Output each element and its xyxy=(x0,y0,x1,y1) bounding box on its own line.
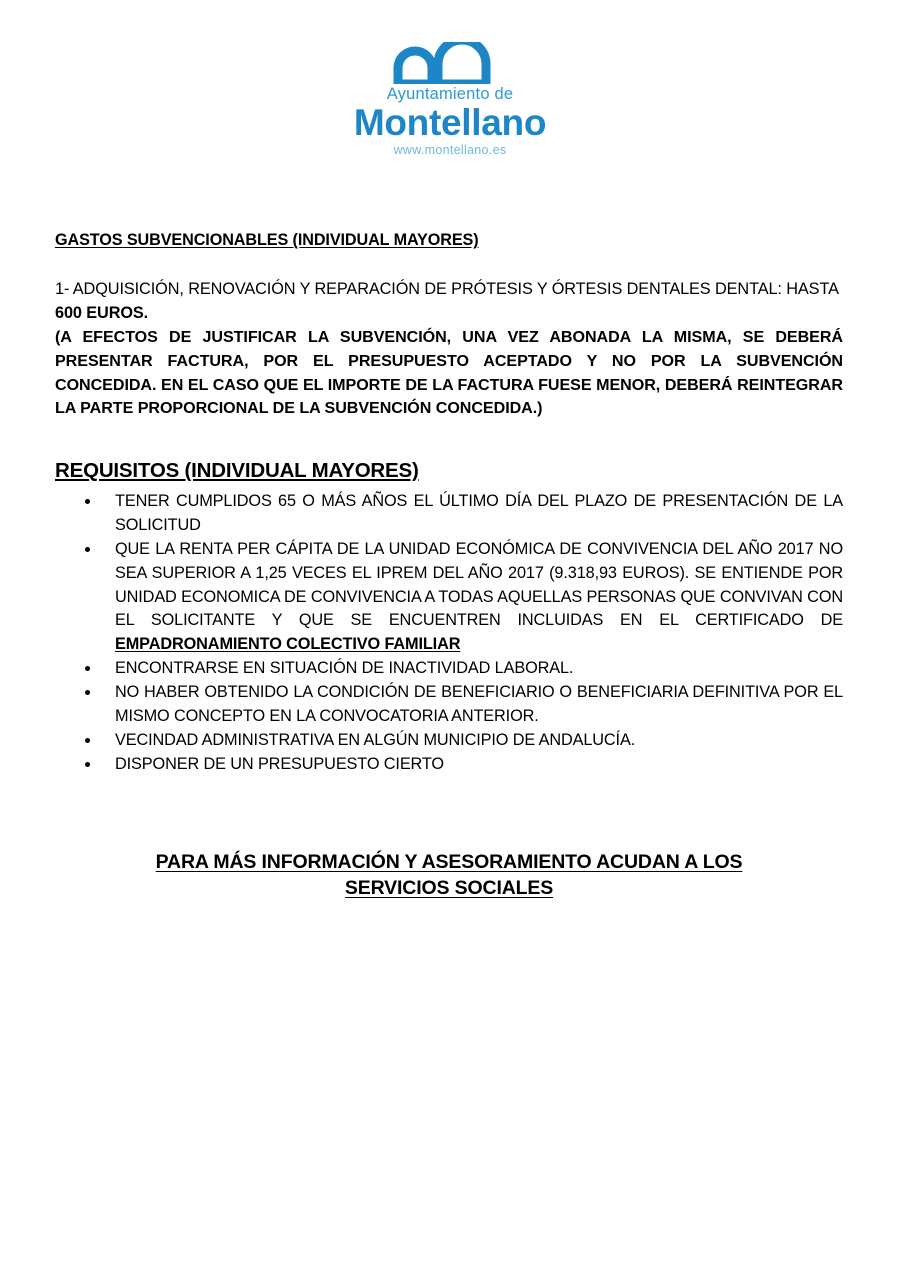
expense-item-1-text: 1- ADQUISICIÓN, RENOVACIÓN Y REPARACIÓN DE PRÓTESIS Y ÓRTESIS DENTALES DENTAL: HASTA xyxy=(55,280,838,299)
list-item xyxy=(55,490,843,538)
list-item xyxy=(55,657,843,681)
spacer-after-logo xyxy=(55,158,843,230)
list-item xyxy=(55,729,843,753)
logo-subtitle: Ayuntamiento de xyxy=(386,85,514,103)
spacer-after-heading xyxy=(55,250,843,278)
heading-requisitos: REQUISITOS (INDIVIDUAL MAYORES) xyxy=(55,459,419,483)
document-content xyxy=(0,158,900,901)
requirement-emphasis-empadronamiento: EMPADRONAMIENTO COLECTIVO FAMILIAR xyxy=(115,635,461,654)
arches-m-icon xyxy=(389,42,511,84)
footer-notice xyxy=(55,849,843,901)
list-item xyxy=(55,538,843,658)
expense-item-1-amount: 600 EUROS. xyxy=(55,304,149,323)
logo-name: Montellano xyxy=(353,102,547,144)
requirement-text-income: QUE LA RENTA PER CÁPITA DE LA UNIDAD ECONÓMICA DE CONVIVENCIA DEL AÑO 2017 NO SEA SUPERIOR A 1,25 VECES EL IPREM DEL AÑO 2017 (9.318,93 EUROS). SE ENTIENDE POR UNIDAD ECONOMICA DE CONVIVENCIA A TODAS AQUELLAS PERSONAS QUE CONVIVAN CON EL SOLICITANTE Y QUE SE ENCUENTREN INCLUIDAS EN EL CERTIFICADO DE xyxy=(115,539,843,630)
spacer-before-footer xyxy=(55,777,843,849)
spacer-before-requisitos xyxy=(55,421,843,459)
footer-notice-line-2: SERVICIOS SOCIALES xyxy=(344,877,554,900)
requirement-text-age: TENER CUMPLIDOS 65 O MÁS AÑOS EL ÚLTIMO DÍA DEL PLAZO DE PRESENTACIÓN DE LA SOLICITUD xyxy=(115,491,843,534)
expense-justification-note: (A EFECTOS DE JUSTIFICAR LA SUBVENCIÓN, UNA VEZ ABONADA LA MISMA, SE DEBERÁ PRESENTAR FACTURA, POR EL PRESUPUESTO ACEPTADO Y NO POR LA SUBVENCIÓN CONCEDIDA. EN EL CASO QUE EL IMPORTE DE LA FACTURA FUESE MENOR, DEBERÁ REINTEGRAR LA PARTE PROPORCIONAL DE LA SUBVENCIÓN CONCEDIDA.) xyxy=(55,327,843,418)
heading-gastos-subvencionables: GASTOS SUBVENCIONABLES (INDIVIDUAL MAYORES) xyxy=(55,231,479,250)
municipality-logo xyxy=(0,0,900,158)
footer-notice-line-1: PARA MÁS INFORMACIÓN Y ASESORAMIENTO ACUDAN A LOS xyxy=(155,851,743,874)
expense-item-1 xyxy=(55,278,843,326)
requirement-text-inactivity: ENCONTRARSE EN SITUACIÓN DE INACTIVIDAD LABORAL. xyxy=(115,659,574,678)
logo-website-url: www.montellano.es xyxy=(393,143,507,158)
requirement-text-budget: DISPONER DE UN PRESUPUESTO CIERTO xyxy=(115,755,444,774)
requirements-list xyxy=(55,490,843,777)
list-item xyxy=(55,753,843,777)
requirement-text-previous-call: NO HABER OBTENIDO LA CONDICIÓN DE BENEFICIARIO O BENEFICIARIA DEFINITIVA POR EL MISMO CONCEPTO EN LA CONVOCATORIA ANTERIOR. xyxy=(115,683,843,726)
list-item xyxy=(55,681,843,729)
requirement-text-residency: VECINDAD ADMINISTRATIVA EN ALGÚN MUNICIPIO DE ANDALUCÍA. xyxy=(115,731,636,750)
